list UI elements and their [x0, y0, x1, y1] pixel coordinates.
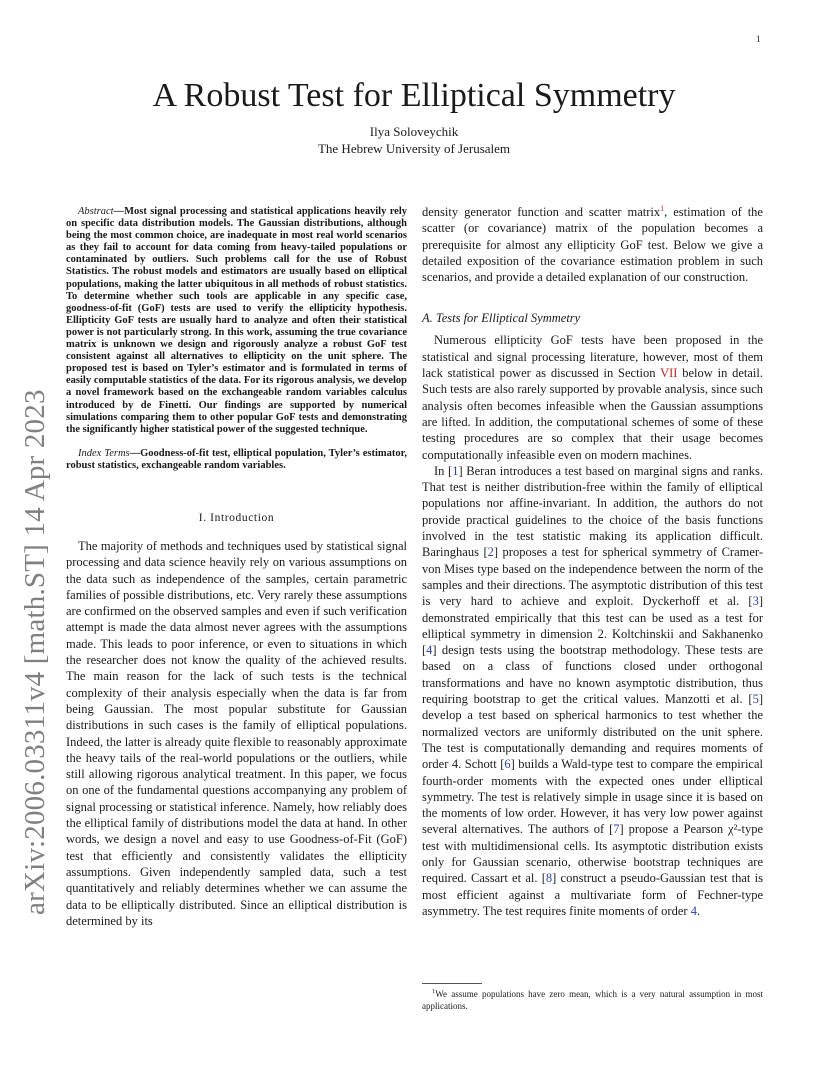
- footnote: [422, 988, 763, 1012]
- abstract: [66, 206, 407, 436]
- arxiv-identifier-watermark: arXiv:2006.03311v4 [math.ST] 14 Apr 2023: [19, 389, 51, 915]
- section-reference-link[interactable]: VII: [660, 366, 678, 381]
- paragraph-text: ] builds a Wald-type test to compare the empirical fourth-order moments with the expected ones under elliptical symmetry. The test is relatively simple in usage since it is based on the moments of low order. However, it has very low power against several alternatives. The authors of [: [422, 757, 763, 837]
- footnote-divider: [422, 983, 482, 984]
- paragraph-text: ] Beran introduces a test based on marginal signs and ranks. That test is neither distribution-free within the family of elliptical populations nor affine-invariant. In addition, the authors do not provide practical guidelines to the choice of the basis functions involved in the test statistic making its application difficult. Baringhaus [: [422, 463, 763, 560]
- paper-title: A Robust Test for Elliptical Symmetry: [152, 77, 676, 114]
- paragraph-text: ] design tests using the bootstrap methodology. These tests are based on a class of functions closed under orthogonal transformations and have no known asymptotic distribution, thus requiring bootstrap to get the critical values. Manzotti et al. [: [422, 643, 763, 707]
- page-number: 1: [756, 34, 761, 44]
- tests-paragraph-2: [422, 463, 763, 919]
- index-terms: [66, 448, 407, 472]
- citation-link[interactable]: 5: [752, 692, 759, 707]
- citation-link[interactable]: 4: [426, 643, 433, 658]
- footnote-marker-link[interactable]: 1: [660, 203, 665, 213]
- abstract-label: Abstract: [78, 206, 114, 217]
- paragraph-text: ] proposes a test for spherical symmetry of Cramer-von Mises type based on the independence between the norm of the samples and their directions. The asymptotic distribution of this test is very hard to achieve and exploit. Dyckerhoff et al. [: [422, 545, 763, 609]
- paragraph-text: Numerous ellipticity GoF tests have been proposed in the statistical and signal processing literature, however, most of them lack statistical power as discussed in Section: [422, 333, 763, 381]
- footnote-text: We assume populations have zero mean, which is a very natural assumption in most applications.: [422, 989, 763, 1011]
- paragraph-text: In [: [434, 463, 453, 478]
- author-name: Ilya Soloveychik: [369, 124, 459, 139]
- paragraph-text: ] develop a test based on spherical harmonics to test whether the normalized vectors are uniformly distributed on the unit sphere. The test is computationally demanding and requires moments of order 4. Schott [: [422, 692, 763, 772]
- abstract-text: —Most signal processing and statistical applications heavily rely on specific data distribution models. The Gaussian distributions, although being the most common choice, are inadequate in most real world scenarios as they fail to account for data coming from heavy-tailed populations or contaminated by outliers. Such problems call for the use of Robust Statistics. The robust models and estimators are usually based on elliptical populations, making the latter ubiquitous in all methods of robust statistics. To determine whether such tools are applicable in any specific case, goodness-of-fit (GoF) tests are used to verify the ellipticity hypothesis. Ellipticity GoF tests are usually hard to analyze and often their statistical power is not particularly strong. In this work, assuming the true covariance matrix is unknown we design and rigorously analyze a robust GoF test consistent against all alternatives to ellipticity on the unit sphere. The proposed test is based on Tyler’s estimator and is formulated in terms of easily computable statistics of the data. For its rigorous analysis, we develop a novel framework based on the exchangeable random variables calculus introduced by de Finetti. Our findings are supported by numerical simulations comparing them to other popular GoF tests and demonstrating the significantly higher statistical power of the suggested technique.: [66, 206, 407, 435]
- tests-paragraph-1: [422, 332, 763, 462]
- citation-link[interactable]: 1: [452, 463, 459, 478]
- citation-link[interactable]: 3: [752, 594, 759, 609]
- continuation-paragraph: [422, 204, 763, 285]
- index-terms-label: Index Terms: [78, 447, 130, 459]
- index-terms-text: —Goodness-of-fit test, elliptical population, Tyler’s estimator, robust statistics, exchangeable random variables.: [66, 447, 407, 471]
- citation-link[interactable]: 7: [613, 822, 620, 837]
- continuation-text-a: density generator function and scatter matrix: [422, 205, 661, 219]
- paragraph-text: below in detail. Such tests are also rarely supported by provable analysis, since such analysis often becomes infeasible when the Gaussian assumptions are lifted. In addition, the computational schemes of some of these testing procedures are so complex that their usage becomes computationally infeasible even on modern machines.: [422, 366, 763, 462]
- subsection-heading-tests: A. Tests for Elliptical Symmetry: [422, 311, 581, 326]
- equation-number-link[interactable]: 4: [690, 903, 697, 918]
- citation-link[interactable]: 2: [487, 545, 494, 560]
- citation-link[interactable]: 8: [545, 871, 553, 886]
- introduction-paragraph: The majority of methods and techniques used by statistical signal processing and data science heavily rely on various assumptions on the data such as independence of the samples, certain parametric families of possible distributions, etc. Very rarely these assumptions are confirmed on the observed samples and even if such verification attempt is made the data almost never agrees with the assumptions made. This leads to poor inference, or even to situations in which the researcher does not know the quality of the achieved results. The main reason for the lack of such tests is the technical complexity of their analysis especially when the data is far from being Gaussian. The most popular substitute for Gaussian distributions in such cases is the family of elliptical populations. Indeed, the latter is already quite flexible to reasonably approximate the heavy tails of the real-world populations or the outliers, while still allowing rigorous analytical treatment. In this paper, we focus on one of the fundamental questions accompanying any problem of signal processing or statistical inference. Namely, how reliably does the elliptical family of distributions model the data at hand. In other words, we design a novel and easy to use Goodness-of-Fit (GoF) test that efficiently and consistently validates the ellipticity assumptions. Given independently sampled data, such a test quantitatively and reliably determines whether we can assume the data to be elliptically distributed. Since an elliptical distribution is determined by its: [66, 538, 407, 928]
- citation-link[interactable]: 6: [504, 757, 511, 772]
- paragraph-text: ] demonstrated empirically that this test can be used as a test for elliptical symmetry in dimension 2. Koltchinskii and Sakhanenko [: [422, 594, 763, 658]
- paragraph-text: ] propose a Pearson χ²-type test with multidimensional cells. Its asymptotic distribution exists only for Gaussian scenario, otherwise bootstrap techniques are required. Cassart et al. [: [422, 822, 763, 886]
- author-affiliation: The Hebrew University of Jerusalem: [317, 141, 511, 156]
- continuation-text-b: , estimation of the scatter (or covariance) matrix of the population becomes a prerequisite for almost any ellipticity GoF test. Below we give a detailed exposition of the covariance estimation problem in such scenarios, and provide a detailed explanation of our construction.: [422, 205, 763, 285]
- right-column: [422, 204, 763, 919]
- paragraph-text: .: [696, 903, 701, 918]
- footnote-marker: 1: [432, 988, 436, 995]
- section-heading-introduction: I. Introduction: [198, 511, 275, 524]
- paragraph-text: ] construct a pseudo-Gaussian test that is most efficient against a multivariate form of Fechner-type asymmetry. The test requires finite moments of order: [422, 871, 763, 918]
- left-column: [66, 206, 407, 929]
